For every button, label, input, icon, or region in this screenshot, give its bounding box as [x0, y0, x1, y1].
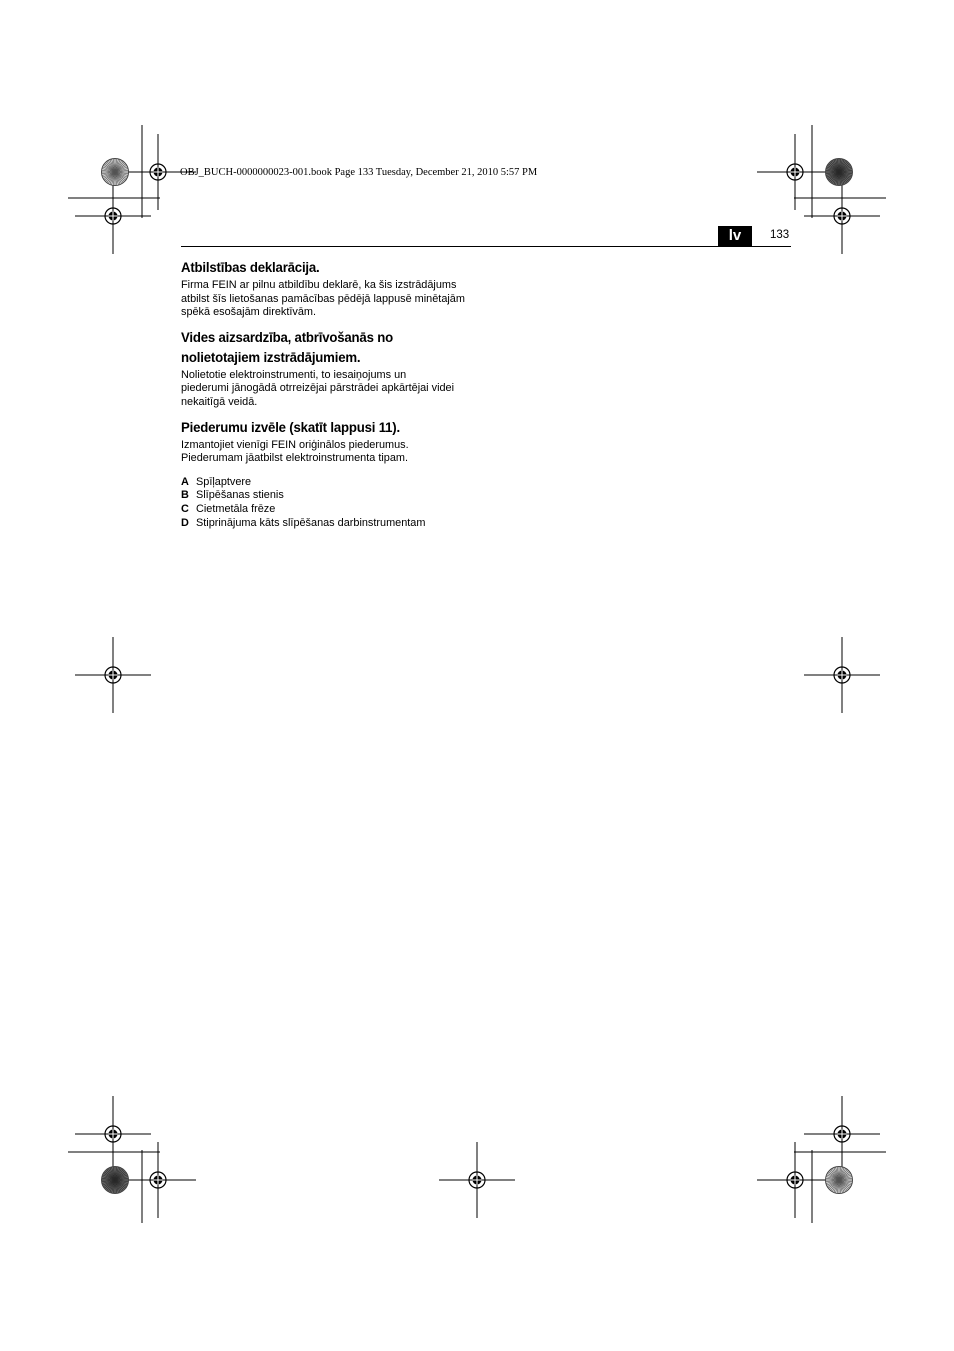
content-column — [181, 258, 481, 530]
crosshair-circle-icon — [75, 178, 151, 254]
crosshair-circle-icon — [75, 1096, 151, 1172]
section-heading: Vides aizsardzība, atbrīvošanās no — [181, 329, 393, 346]
section-heading: nolietotajiem izstrādājumiem. — [181, 349, 361, 366]
legend-item — [181, 503, 481, 517]
crosshair-circle-icon — [757, 134, 833, 210]
section-heading: Piederumu izvēle (skatīt lappusi 11). — [181, 419, 400, 436]
print-info-line: OBJ_BUCH-0000000023-001.book Page 133 Tuesday, December 21, 2010 5:57 PM — [180, 167, 538, 178]
body-line: Firma FEIN ar pilnu atbildību deklarē, ka šis izstrādājums — [181, 279, 457, 291]
body-line: Piederumam jāatbilst elektroinstrumenta tipam. — [181, 452, 408, 465]
starburst-disc-icon — [826, 159, 853, 186]
crosshair-circle-icon — [804, 637, 880, 713]
body-line: nekaitīgā veidā. — [181, 395, 258, 408]
crosshair-circle-icon — [75, 637, 151, 713]
body-line: Nolietotie elektroinstrumenti, to iesaiņojums un — [181, 368, 407, 381]
legend-label: Slīpēšanas stienis — [196, 489, 284, 502]
accessory-legend — [181, 476, 481, 530]
header-rule — [181, 246, 791, 247]
legend-key: A — [181, 475, 189, 488]
legend-label: Stiprinājuma kāts slīpēšanas darbinstrumentam — [196, 516, 426, 529]
page-number: 133 — [770, 229, 790, 241]
body-line: spēkā esošajām direktīvām. — [181, 306, 316, 319]
crosshair-circle-icon — [439, 1142, 515, 1218]
body-line: piederumi jānogādā otrreizējai pārstrādei apkārtējai videi — [181, 382, 455, 395]
legend-item — [181, 489, 481, 503]
section-heading: Atbilstības deklarācija. — [181, 260, 320, 276]
legend-label: Cietmetāla frēze — [196, 502, 276, 515]
crosshair-circle-icon — [804, 178, 880, 254]
body-line: atbilst šīs lietošanas pamācības pēdējā lappusē minētajām — [181, 292, 465, 305]
legend-key: D — [181, 516, 189, 529]
starburst-disc-icon — [102, 1167, 129, 1194]
legend-item — [181, 476, 481, 490]
starburst-disc-icon — [826, 1167, 853, 1194]
crosshair-circle-icon — [757, 1142, 833, 1218]
starburst-disc-icon — [102, 159, 129, 186]
legend-key: C — [181, 502, 189, 515]
language-badge: lv — [718, 226, 752, 246]
legend-item — [181, 517, 481, 531]
crosshair-circle-icon — [804, 1096, 880, 1172]
legend-key: B — [181, 489, 189, 502]
body-line: Izmantojiet vienīgi FEIN oriģinālos piederumus. — [181, 438, 409, 451]
crosshair-circle-icon — [120, 1142, 196, 1218]
legend-label: Spīļaptvere — [196, 475, 252, 488]
